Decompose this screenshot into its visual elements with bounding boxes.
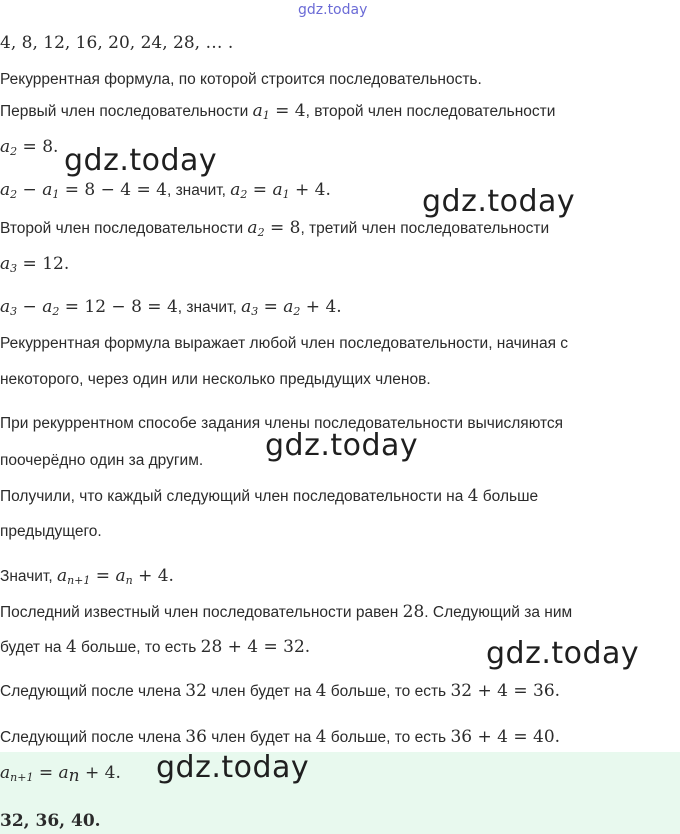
math-line: $a_2 = 8$.: [0, 137, 59, 158]
sequence-line: 4, 8, 12, 16, 20, 24, 28, … .: [0, 33, 234, 53]
text-span: , значит,: [177, 299, 242, 316]
text-span: Получили, что каждый следующий член последовательности на: [0, 488, 468, 505]
text-line: Следующий после члена 36 член будет на 4 больше, то есть 36 + 4 = 40.: [0, 727, 561, 747]
text-span: Первый член последовательности: [0, 103, 253, 120]
text-line: Последний известный член последовательности равен 28. Следующий за ним: [0, 602, 573, 622]
text-line: поочерёдно один за другим.: [0, 452, 204, 469]
watermark: gdz.today: [486, 636, 640, 671]
text-line: [0, 101, 555, 126]
math-a1: $a_1$: [252, 101, 270, 122]
text-span: больше, то есть: [326, 683, 451, 700]
text-line: При рекуррентном способе задания члены последовательности вычисляются: [0, 415, 564, 432]
watermark: gdz.today: [422, 184, 576, 219]
text-span: , третий член последовательности: [300, 220, 550, 237]
text-span: Следующий после члена: [0, 729, 186, 746]
math: = 4: [269, 101, 306, 121]
text-line: Рекуррентная формула выражает любой член последовательности, начиная с: [0, 335, 569, 352]
text-span: член будет на: [206, 683, 316, 700]
text-span: член будет на: [206, 729, 316, 746]
text-span: . Следующий за ним: [424, 604, 573, 621]
answer-values: 32, 36, 40.: [0, 811, 101, 831]
math-line: $a_3 = 12$.: [0, 254, 70, 275]
text-span: , второй член последовательности: [305, 103, 556, 120]
watermark: gdz.today: [265, 428, 419, 463]
answer-formula-tail: + 4.: [85, 763, 121, 783]
text-line: Значит, $a_{n+1} = a_n + 4$.: [0, 566, 174, 587]
text-span: больше, то есть: [76, 639, 201, 656]
text-line: предыдущего.: [0, 523, 102, 540]
text-line: Получили, что каждый следующий член последовательности на 4 больше: [0, 486, 539, 506]
text-span: будет на: [0, 639, 66, 656]
text-line: будет на 4 больше, то есть 28 + 4 = 32.: [0, 637, 311, 657]
answer-formula-mid: = a: [38, 763, 69, 783]
text-span: больше: [478, 488, 539, 505]
text-line: Второй член последовательности $a_2 = 8$, третий член последовательности: [0, 218, 550, 239]
watermark: gdz.today: [156, 750, 310, 785]
answer-formula: $a_{n+1} = a_n + 4$.: [0, 763, 121, 786]
text-span: Значит,: [0, 568, 57, 585]
text-line: $a_3 - a_2 = 12 - 8 = 4$, значит, $a_3 = a_2 + 4$.: [0, 297, 342, 318]
text-line: Рекуррентная формула, по которой строится последовательность.: [0, 71, 482, 88]
text-span: Последний известный член последовательности равен: [0, 604, 403, 621]
text-span: , значит,: [166, 182, 231, 199]
watermark-top: gdz.today: [298, 2, 368, 18]
text-line: некоторого, через один или несколько предыдущих членов.: [0, 371, 431, 388]
text-span: Второй член последовательности: [0, 220, 248, 237]
watermark: gdz.today: [64, 143, 218, 178]
text-line: Следующий после члена 32 член будет на 4 больше, то есть 32 + 4 = 36.: [0, 681, 561, 701]
text-span: больше, то есть: [326, 729, 451, 746]
text-span: Следующий после члена: [0, 683, 186, 700]
text-line: $a_2 - a_1 = 8 - 4 = 4$, значит, $a_2 = a_1 + 4$.: [0, 180, 331, 201]
